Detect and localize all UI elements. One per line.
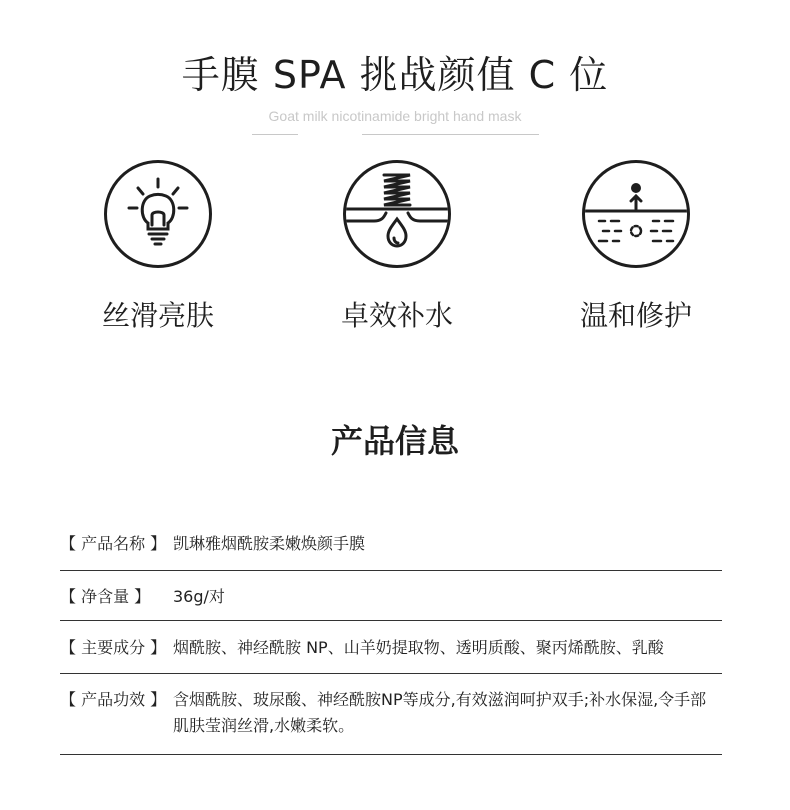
info-row-efficacy xyxy=(60,674,722,755)
info-key: 【 产品功效 】 xyxy=(60,690,167,709)
subtitle-divider-left xyxy=(252,134,298,135)
info-value: 烟酰胺、神经酰胺 NP、山羊奶提取物、透明质酸、聚丙烯酰胺、乳酸 xyxy=(173,638,664,657)
feature-repair xyxy=(556,160,716,334)
info-key: 【 主要成分 】 xyxy=(60,638,167,657)
info-row-net-content xyxy=(60,571,722,621)
skin-repair-icon xyxy=(582,160,690,268)
feature-label: 温和修护 xyxy=(579,299,692,332)
info-value: 含烟酰胺、玻尿酸、神经酰胺NP等成分,有效滋润呵护双手;补水保湿,令手部肌肤莹润丝滑,水嫩柔软。 xyxy=(173,690,707,735)
info-key: 【 净含量 】 xyxy=(60,587,151,606)
lightbulb-icon xyxy=(104,160,212,268)
section-title: 产品信息 xyxy=(330,422,459,460)
product-info-table xyxy=(60,520,722,755)
subtitle-divider-right xyxy=(362,134,539,135)
feature-label: 丝滑亮肤 xyxy=(101,299,214,332)
info-value: 凯琳雅烟酰胺柔嫩焕颜手膜 xyxy=(173,534,366,553)
feature-label: 卓效补水 xyxy=(340,299,453,332)
info-row-ingredients xyxy=(60,621,722,674)
page-title: 手膜 SPA 挑战颜值 C 位 xyxy=(181,53,609,97)
feature-brightening xyxy=(78,160,238,334)
info-row-name xyxy=(60,520,722,571)
info-key: 【 产品名称 】 xyxy=(60,534,167,553)
feature-hydrating xyxy=(317,160,477,334)
info-value: 36g/对 xyxy=(173,587,225,606)
spring-droplet-icon xyxy=(343,160,451,268)
page-subtitle: Goat milk nicotinamide bright hand mask xyxy=(268,108,522,124)
